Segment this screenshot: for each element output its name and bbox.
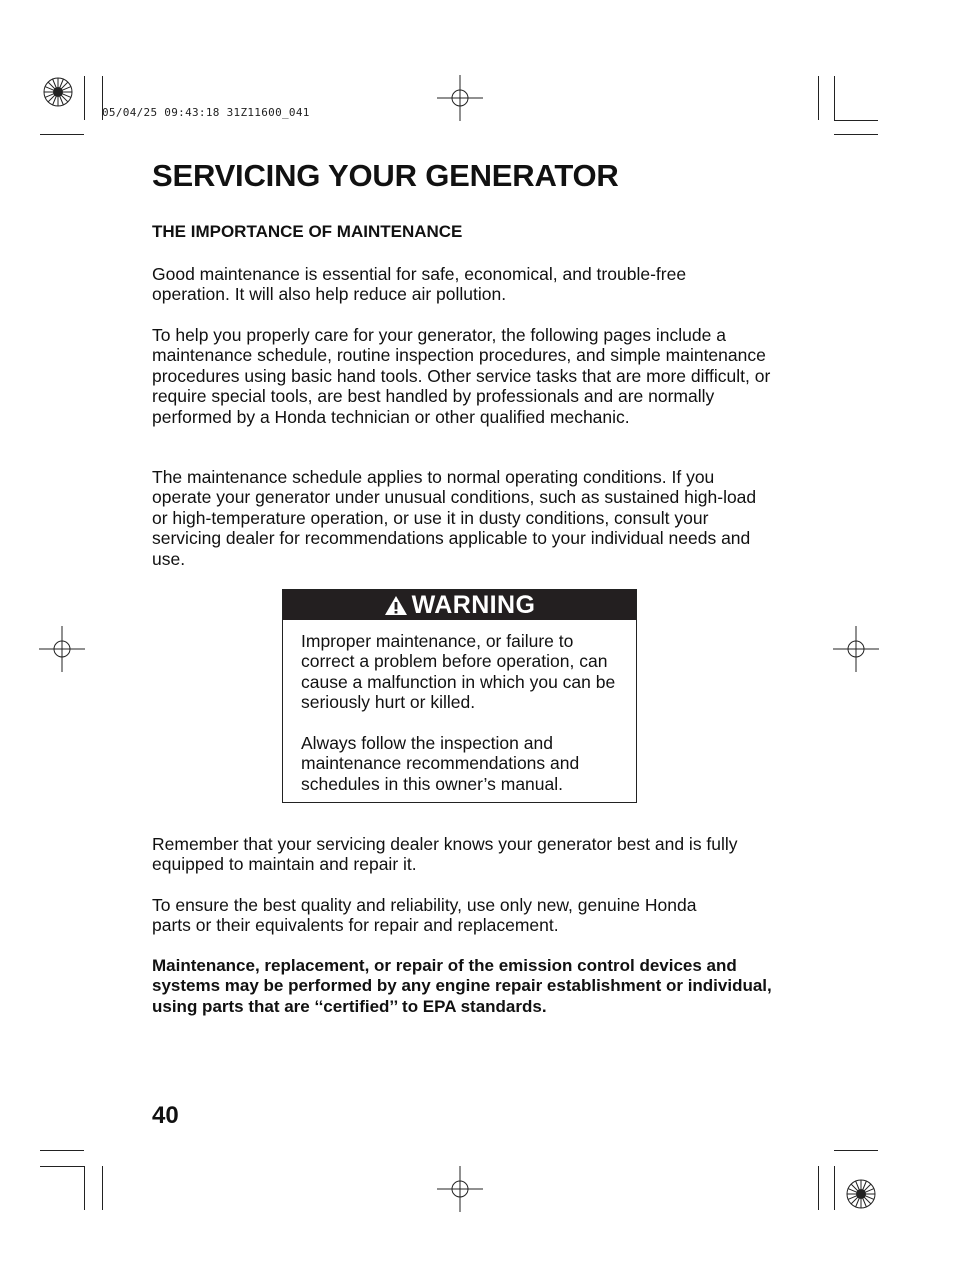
print-slug: 05/04/25 09:43:18 31Z11600_041	[102, 106, 310, 119]
body-paragraph: Good maintenance is essential for safe, economical, and trouble-free operation. It will also help reduce air pollution.	[152, 264, 687, 305]
crop-mark-line	[834, 1166, 835, 1210]
crop-mark-line	[84, 76, 85, 120]
crop-mark-line	[84, 1166, 85, 1210]
crop-mark-line	[40, 1166, 84, 1167]
crop-mark-line	[834, 76, 835, 120]
registration-starburst-icon	[42, 76, 74, 108]
registration-crosshair-icon	[437, 1166, 483, 1212]
registration-crosshair-icon	[437, 75, 483, 121]
warning-paragraph: Improper maintenance, or failure to correct a problem before operation, can cause a malfunction in which you can be seriously hurt or killed.	[301, 631, 616, 713]
registration-starburst-icon	[845, 1178, 877, 1210]
crop-mark-line	[102, 1166, 103, 1210]
warning-triangle-icon	[384, 595, 408, 616]
crop-mark-line	[834, 134, 878, 135]
section-heading: THE IMPORTANCE OF MAINTENANCE	[152, 222, 463, 241]
body-paragraph: Remember that your servicing dealer knows your generator best and is fully equipped to maintain and repair it.	[152, 834, 738, 875]
warning-paragraph: Always follow the inspection and maintenance recommendations and schedules in this owner’s manual.	[301, 733, 580, 794]
body-paragraph: To help you properly care for your generator, the following pages include a maintenance schedule, routine inspection procedures, and simple maintenance procedures using basic hand tools. Other service tasks that are more difficult, or require special tools, are best handled by professionals and are normally performed by a Honda technician or other qualified mechanic.	[152, 325, 771, 427]
warning-header	[283, 590, 636, 620]
page-title: SERVICING YOUR GENERATOR	[152, 158, 619, 193]
crop-mark-line	[40, 134, 84, 135]
warning-label: WARNING	[411, 590, 536, 619]
body-paragraph: The maintenance schedule applies to normal operating conditions. If you operate your generator under unusual conditions, such as sustained high-load or high-temperature operation, or use it in dusty conditions, consult your servicing dealer for recommendations applicable to your individual needs and use.	[152, 467, 757, 569]
crop-mark-line	[834, 120, 878, 121]
warning-box	[282, 589, 637, 803]
body-paragraph: To ensure the best quality and reliability, use only new, genuine Honda parts or their equivalents for repair and replacement.	[152, 895, 697, 936]
crop-mark-line	[40, 1150, 84, 1151]
crop-mark-line	[818, 76, 819, 120]
crop-mark-line	[834, 1150, 878, 1151]
emission-note: Maintenance, replacement, or repair of the emission control devices and systems may be performed by any engine repair establishment or individual, using parts that are ‘‘certified’’ to EPA standards.	[152, 956, 772, 1016]
crop-mark-line	[818, 1166, 819, 1210]
registration-crosshair-icon	[833, 626, 879, 672]
registration-crosshair-icon	[39, 626, 85, 672]
page-number: 40	[152, 1102, 179, 1129]
